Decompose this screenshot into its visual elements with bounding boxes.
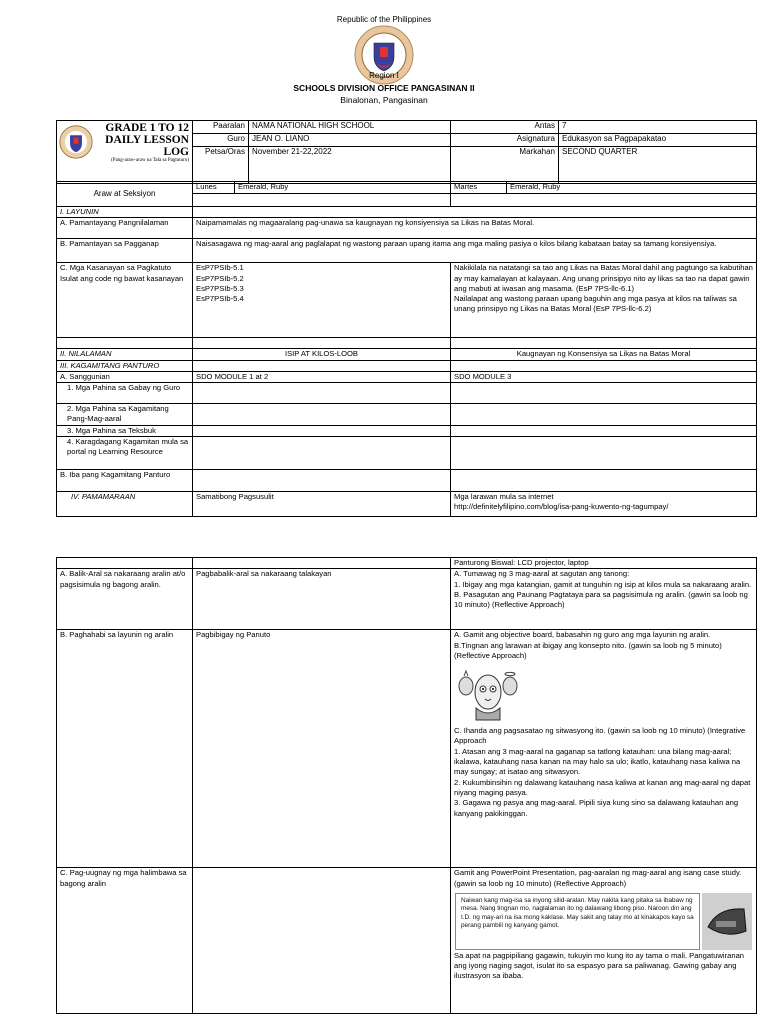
paganap-value: Naisasagawa ng mag-aaral ang paglalapat ng wastong paraan upang itama ang mga maling pasiya o kilos bilang kabataan batay sa tamang konsiyensiya. [193, 239, 757, 263]
layunin-label: I. LAYUNIN [57, 207, 193, 218]
code-item: EsP7PSIb-5.3 [196, 283, 244, 293]
asignatura-label: Asignatura [451, 134, 559, 147]
kasanayan-martes: Nakikilala na natatangi sa tao ang Likas na Batas Moral dahil ang pagtungo sa kabutihan ay may kamalayan at kalayaan. Ang unang prinsipyo nito ay likas sa tao na dapat gawin ang mabuti at iwasan ang masama. (EsP 7PS-llc-6.1) Nailalapat ang wastong paraan upang baguhin ang mga pasya at kilos na taliwas sa unang prinsipyo ng Likas na Batas Moral (EsP 7PS-llc-6.2) [451, 263, 757, 338]
sanggunian-martes: SDO MODULE 3 [451, 371, 757, 382]
region-label: Region I [369, 71, 399, 80]
kagamitan-label: III. KAGAMITANG PANTURO [57, 360, 193, 371]
dll-title-1: GRADE 1 TO 12 [105, 122, 189, 134]
markahan-value: SECOND QUARTER [559, 147, 757, 184]
pamantayang-value: Naipamamalas ng magaaralang pag-unawa sa kaugnayan ng konsiyensiya sa Likas na Batas Moral. [193, 218, 757, 239]
paaralan-value: NAMA NATIONAL HIGH SCHOOL [249, 121, 451, 134]
division-label: SCHOOLS DIVISION OFFICE PANGASINAN II [293, 83, 475, 93]
guro-value: JEAN O. LIANO [249, 134, 451, 147]
paghahabi-lunes: Pagbibigay ng Panuto [193, 630, 451, 868]
martes-section: Emerald, Ruby [507, 182, 757, 194]
dll-title-2: DAILY LESSON [105, 134, 189, 146]
kagamitang-pang-label: 2. Mga Pahina sa Kagamitang Pang-Mag-aaral [57, 404, 193, 426]
balik-aral-lunes: Pagbabalik-aral sa nakaraang talakayan [193, 569, 451, 630]
case-study-box: Naiwan kang mag-isa sa inyong silid-aralan. May nakita kang pitaka sa ibabaw ng mesa. Nang tingnan mo, naglalaman ito ng dalawang libong piso. Naroon din ang I.D. ng may-ari na isa mong kaklase. May sakit ang tatay mo at kinakapos kayo sa perang pambili ng kanyang gamot. [455, 893, 700, 950]
location-label: Binalonan, Pangasinan [340, 95, 428, 105]
paganap-label: B. Pamantayan sa Pagganap [57, 239, 193, 263]
republic-label: Republic of the Philippines [336, 15, 432, 24]
araw-seksiyon-label: Araw at Seksiyon [57, 182, 193, 207]
dll-subtitle: (Pang-araw-araw na Tala sa Pagtuturo) [111, 158, 189, 163]
lesson-table-1 [56, 181, 757, 517]
karagdagang-label: 4. Karagdagang Kagamitan mula sa portal ng Learning Resource [57, 437, 193, 470]
lunes-section: Emerald, Ruby [235, 182, 451, 194]
paghahabi-label: B. Paghahabi sa layunin ng aralin [57, 630, 193, 868]
pamamaraan-lunes: Samatibong Pagsusulit [193, 492, 451, 517]
sanggunian-label: A. Sanggunian [57, 371, 193, 382]
logo-cell [57, 121, 193, 184]
kasanayan-label: C. Mga Kasanayan sa Pagkatuto Isulat ang code ng bawat kasanayan [57, 263, 193, 338]
sanggunian-lunes: SDO MODULE 1 at 2 [193, 371, 451, 382]
nilalaman-martes: Kaugnayan ng Konsensiya sa Likas na Batas Moral [451, 349, 757, 360]
code-item: EsP7PSIb-5.1 [196, 263, 244, 273]
iba-pang-label: B. Iba pang Kagamitang Panturo [57, 470, 193, 492]
nilalaman-label: II. NILALAMAN [57, 349, 193, 360]
petsa-value: November 21-22,2022 [249, 147, 451, 184]
lunes-label: Lunes [193, 182, 235, 194]
pag-uugnay-label: C. Pag-uugnay ng mga halimbawa sa bagong aralin [57, 868, 193, 1014]
markahan-label: Markahan [451, 147, 559, 184]
pamantayang-label: A. Pamantayang Pangnilalaman [57, 218, 193, 239]
pag-uugnay-martes: Gamit ang PowerPoint Presentation, pag-aaralan ng mag-aaral ang isang case study. (gawin sa loob ng 10 minuto) (Reflective Approach) Sa apat na pagpipiliang gagawin, tukuyin mo kung ito ay tama o mali. Pangatuwiranan ang iyong naging sagot, isulat ito sa espasyo para sa paliwanag. Gawing gabay ang ilustrasyon sa ibaba. [451, 868, 757, 1014]
cartoon-conscience-illustration [456, 664, 520, 722]
pamamaraan-label: IV. PAMAMARAAN [57, 492, 193, 517]
martes-label: Martes [451, 182, 507, 194]
panturong-biswal: Panturong Biswal: LCD projector, laptop [451, 558, 757, 569]
wallet-illustration [702, 893, 752, 950]
asignatura-value: Edukasyon sa Pagpapakatao [559, 134, 757, 147]
kasanayan-codes [193, 263, 451, 338]
petsa-label: Petsa/Oras [193, 147, 249, 184]
meta-table [56, 120, 757, 184]
antas-label: Antas [451, 121, 559, 134]
guro-label: Guro [193, 134, 249, 147]
nilalaman-lunes: ISIP AT KILOS-LOOB [193, 349, 451, 360]
balik-aral-label: A. Balik-Aral sa nakaraang aralin at/o pagsisimula ng bagong aralin. [57, 569, 193, 630]
paaralan-label: Paaralan [193, 121, 249, 134]
deped-logo-icon [59, 125, 93, 159]
code-item: EsP7PSIb-5.2 [196, 273, 244, 283]
balik-aral-martes: A. Tumawag ng 3 mag-aaral at sagutan ang tanong: 1. Ibigay ang mga katangian, gamit at tunguhin ng isip at kilos mula sa nakaraang aralin. B. Pasagutan ang Paunang Pagtataya para sa pagsisimula ng aralin. (gawin sa loob ng 10 minuto) (Reflective Approach) [451, 569, 757, 630]
pamamaraan-martes: Mga larawan mula sa internet http://definitelyfilipino.com/blog/isa-pang-kuwento-ng-tagumpay/ [451, 492, 757, 517]
paghahabi-martes: A. Gamit ang objective board, babasahin ng guro ang mga layunin ng aralin. B.Tingnan ang larawan at ibigay ang konsepto nito. (gawin sa loob ng 5 minuto) (Reflective Approach) C. Ihanda ang pagsasatao ng sitwasyong ito. (gawin sa loob ng 10 minuto) (Integrative Approach 1. Atasan ang 3 mag-aaral na gaganap sa tatlong katauhan: una bilang mag-aaral; ikalawa, katauhang nasa kanan na may halo sa ulo; ikatlo, katauhang nasa kaliwa na may sungay; at isatao ang sitwasyon. 2. Kukumbinsihin ng dalawang katauhang nasa kaliwa at kanan ang mag-aaral ng dapat niyang maging pasya. 3. Gagawa ng pasya ang mag-aaral. Pipili siya kung sino sa dalawang katauhan ang kanyang pakikinggan. [451, 630, 757, 868]
dll-title-3: LOG [163, 146, 189, 158]
code-item: EsP7PSIb-5.4 [196, 294, 244, 304]
antas-value: 7 [559, 121, 757, 134]
teksbuk-label: 3. Mga Pahina sa Teksbuk [57, 425, 193, 436]
gabay-label: 1. Mga Pahina sa Gabay ng Guro [57, 383, 193, 404]
